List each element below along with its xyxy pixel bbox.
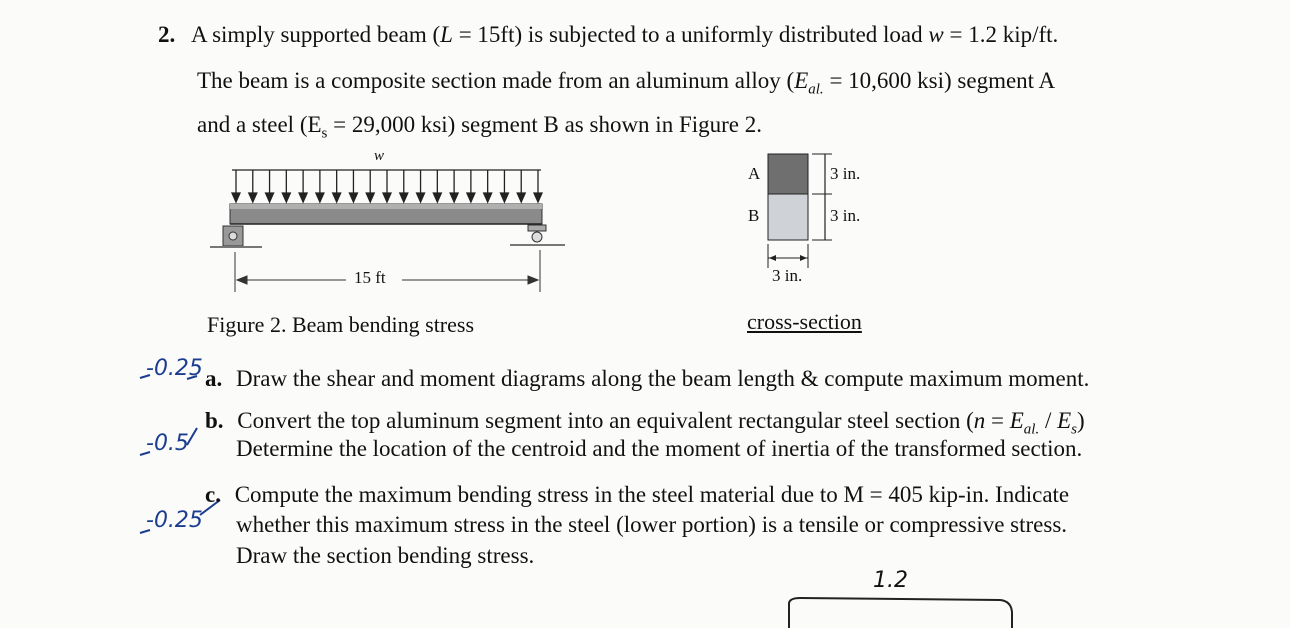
load-arrow-head (249, 193, 257, 202)
dim-arrow-left (237, 276, 247, 284)
part-c-line-2: whether this maximum stress in the steel (lower portion) is a tensile or compressive stress. (236, 512, 1068, 537)
load-arrow-head (366, 193, 374, 202)
bracket-shape (789, 598, 1012, 628)
load-arrow-head (232, 193, 240, 202)
load-arrow-head (534, 193, 542, 202)
dim-arrow-right (528, 276, 538, 284)
load-arrow-head (484, 193, 492, 202)
modulus-subscript: al. (1023, 421, 1040, 438)
part-c-text: Compute the maximum bending stress in the steel material due to M = 405 kip-in. Indicate (234, 482, 1070, 507)
length-symbol: L (440, 22, 453, 47)
problem-text: = 29,000 ksi) segment B as shown in Figure 2. (327, 112, 762, 137)
span-label: 15 ft (354, 268, 386, 287)
part-b-text: ) (1077, 408, 1085, 433)
modulus-subscript: al. (808, 81, 824, 98)
load-arrow-head (467, 193, 475, 202)
cross-section-caption: cross-section (747, 309, 862, 334)
modulus-symbol: E (1009, 408, 1024, 433)
roller-support (510, 225, 565, 245)
pin-support (210, 226, 262, 247)
part-b-text: / (1039, 408, 1058, 433)
problem-text: The beam is a composite section made from an aluminum alloy ( (197, 68, 795, 93)
part-b-label: b. (205, 408, 224, 433)
problem-text: = 15ft) is subjected to a uniformly distributed load (452, 22, 929, 47)
dim-arrow-right (800, 255, 807, 261)
problem-number: 2. (158, 22, 176, 47)
part-b-text: Convert the top aluminum segment into an equivalent rectangular steel section ( (237, 408, 974, 433)
part-b-line-1 (205, 408, 1085, 439)
load-arrow-head (266, 193, 274, 202)
beam-highlight (230, 204, 542, 209)
grade-c: -0.25 (146, 508, 203, 533)
figure-caption: Figure 2. Beam bending stress (207, 312, 475, 337)
problem-text: = 1.2 kip/ft. (943, 22, 1059, 47)
load-arrow-head (517, 193, 525, 202)
grade-a: -0.25 (146, 356, 203, 381)
problem-text: and a steel (E (197, 112, 322, 137)
load-arrow-head (349, 193, 357, 202)
load-arrow-head (333, 193, 341, 202)
problem-text: = 10,600 ksi) segment A (823, 68, 1056, 93)
load-arrow-head (500, 193, 508, 202)
dimension-a-label: 3 in. (830, 164, 861, 183)
roller-plate (528, 225, 546, 231)
modulus-subscript: s (321, 125, 328, 142)
roller-icon (532, 232, 542, 242)
part-a-label: a. (205, 366, 223, 391)
load-arrow-head (450, 193, 458, 202)
distributed-load (232, 170, 542, 202)
modulus-symbol: E (794, 68, 809, 93)
part-b-text: = (985, 408, 1010, 433)
part-a (205, 366, 1089, 392)
load-arrow-head (400, 193, 408, 202)
part-c-line-1 (205, 482, 1069, 508)
dim-arrow-left (769, 255, 776, 261)
segment-a-aluminum (768, 154, 808, 194)
dimension-width-label: 3 in. (772, 266, 803, 285)
load-arrow-head (282, 193, 290, 202)
load-arrow-head (417, 193, 425, 202)
ratio-symbol: n (973, 408, 986, 433)
segment-b-label: B (748, 206, 760, 225)
load-label: w (374, 148, 385, 164)
part-c-line-3: Draw the section bending stress. (236, 543, 535, 568)
load-symbol: w (928, 22, 944, 47)
problem-text: A simply supported beam ( (191, 22, 441, 47)
modulus-subscript: s (1071, 421, 1077, 438)
handwritten-note: 1.2 (873, 568, 908, 593)
load-arrows (232, 170, 542, 202)
load-arrow-head (383, 193, 391, 202)
load-arrow-head (299, 193, 307, 202)
part-c-label: c. (205, 482, 221, 507)
handwritten-bracket (789, 598, 1012, 628)
modulus-symbol: E (1057, 408, 1072, 433)
grade-b: -0.5 (146, 431, 189, 456)
segment-a-label: A (748, 164, 761, 183)
part-a-text: Draw the shear and moment diagrams along the beam length & compute maximum moment. (236, 366, 1090, 391)
part-b-line-2: Determine the location of the centroid and the moment of inertia of the transformed section. (236, 436, 1083, 461)
pin-icon (229, 232, 237, 240)
cross-section (768, 154, 832, 268)
load-arrow-head (433, 193, 441, 202)
segment-b-steel (768, 194, 808, 240)
dimension-b-label: 3 in. (830, 206, 861, 225)
load-arrow-head (316, 193, 324, 202)
